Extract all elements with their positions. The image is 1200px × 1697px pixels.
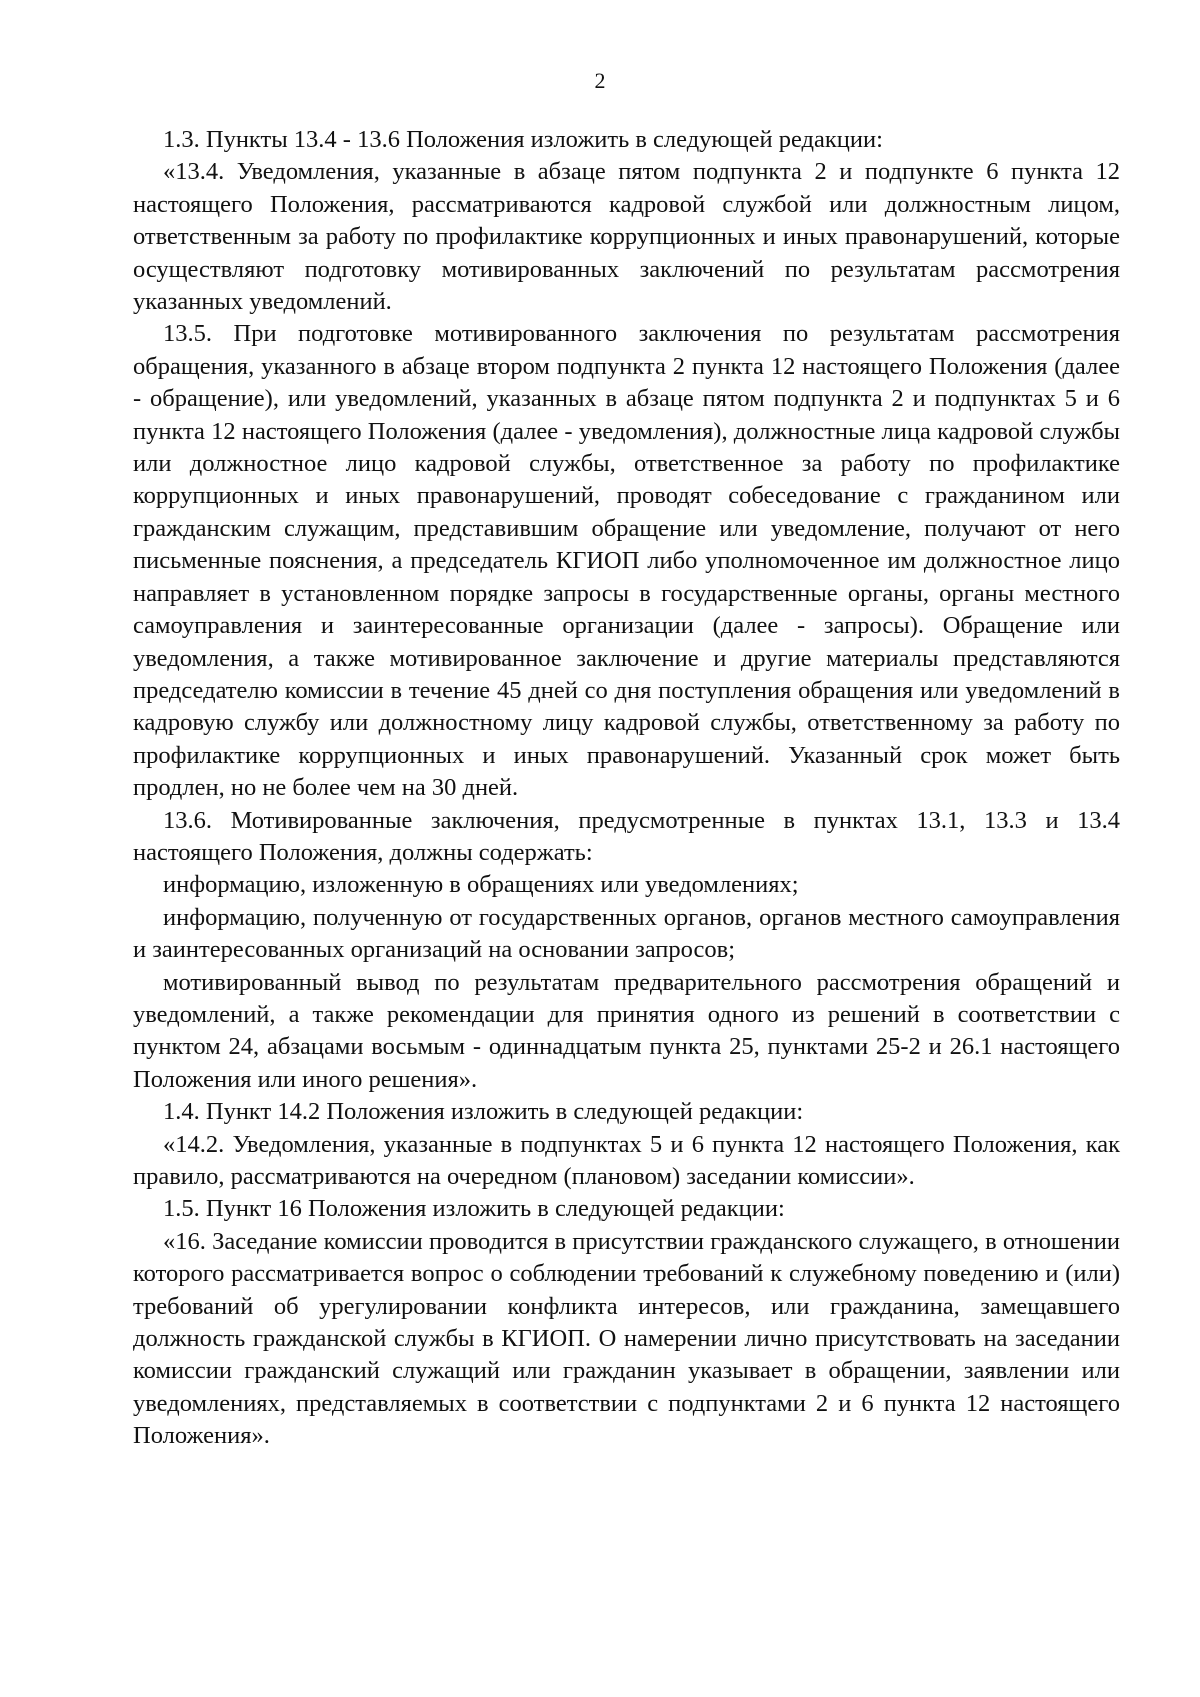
paragraph-16: «16. Заседание комиссии проводится в присутствии гражданского служащего, в отношении которого рассматривается вопрос о соблюдении требований к служебному поведению и (или) требований об урегулировании конфликта интересов, или гражданина, замещавшего должность гражданской службы в КГИОП. О намерении лично присутствовать на заседании комиссии гражданский служащий или гражданин указывает в обращении, заявлении или уведомлениях, представляемых в соответствии с подпунктами 2 и 6 пункта 12 настоящего Положения». <box>133 1227 1120 1450</box>
paragraph-13-6-item-1: информацию, изложенную в обращениях или уведомлениях; <box>163 871 799 899</box>
paragraph-13-6-item-3: мотивированный вывод по результатам предварительного рассмотрения обращений и уведомлений, а также рекомендации для принятия одного из решений в соответствии с пунктом 24, абзацами восьмым - одиннадцатым пункта 25, пунктами 25-2 и 26.1 настоящего Положения или иного решения». <box>133 968 1120 1093</box>
paragraph-13-5: 13.5. При подготовке мотивированного заключения по результатам рассмотрения обращения, указанного в абзаце втором подпункта 2 пункта 12 настоящего Положения (далее - обращение), или уведомлений, указанных в абзаце пятом подпункта 2 и подпунктах 5 и 6 пункта 12 настоящего Положения (далее - уведомления), должностные лица кадровой службы или должностное лицо кадровой службы, ответственное за работу по профилактике коррупционных и иных правонарушений, проводят собеседование с гражданином или гражданским служащим, представившим обращение или уведомление, получают от него письменные пояснения, а председатель КГИОП либо уполномоченное им должностное лицо направляет в установленном порядке запросы в государственные органы, органы местного самоуправления и заинтересованные организации (далее - запросы). Обращение или уведомления, а также мотивированное заключение и другие материалы представляются председателю комиссии в течение 45 дней со дня поступления обращения или уведомлений в кадровую службу или должностному лицу кадровой службы, ответственному за работу по профилактике коррупционных и иных правонарушений. Указанный срок может быть продлен, но не более чем на 30 дней. <box>133 320 1120 802</box>
paragraph-1-5: 1.5. Пункт 16 Положения изложить в следующей редакции: <box>163 1195 785 1223</box>
page-number: 2 <box>594 68 606 93</box>
paragraph-13-6: 13.6. Мотивированные заключения, предусмотренные в пунктах 13.1, 13.3 и 13.4 настоящего Положения, должны содержать: <box>133 806 1120 866</box>
paragraph-1-4: 1.4. Пункт 14.2 Положения изложить в следующей редакции: <box>163 1098 804 1126</box>
paragraph-1-3: 1.3. Пункты 13.4 - 13.6 Положения изложить в следующей редакции: <box>163 126 883 153</box>
paragraph-13-6-item-2: информацию, полученную от государственных органов, органов местного самоуправления и заинтересованных организаций на основании запросов; <box>133 903 1120 964</box>
paragraph-13-4: «13.4. Уведомления, указанные в абзаце пятом подпункта 2 и подпункте 6 пункта 12 настоящего Положения, рассматриваются кадровой службой или должностным лицом, ответственным за работу по профилактике коррупционных и иных правонарушений, которые осуществляют подготовку мотивированных заключений по результатам рассмотрения указанных уведомлений. <box>133 158 1120 316</box>
paragraph-14-2: «14.2. Уведомления, указанные в подпунктах 5 и 6 пункта 12 настоящего Положения, как правило, рассматриваются на очередном (плановом) заседании комиссии». <box>133 1130 1120 1190</box>
document-body <box>133 124 1120 1453</box>
